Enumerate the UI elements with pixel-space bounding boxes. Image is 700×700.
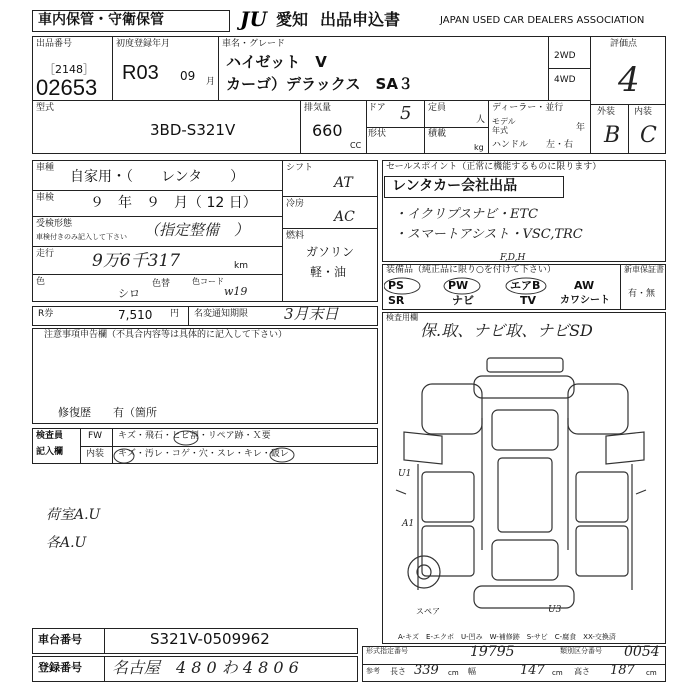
displacement-label: 排気量 bbox=[304, 103, 332, 113]
equip-sr: SR bbox=[388, 294, 405, 307]
selling-headline: レンタカー会社出品 bbox=[392, 178, 518, 194]
equipment-note: F,D,H bbox=[500, 253, 526, 263]
interior-items: キズ・汚レ・コゲ・穴・スレ・キレ・破レ bbox=[118, 449, 289, 459]
equip-airbag: エアB bbox=[510, 279, 541, 292]
month-unit: 月 bbox=[206, 77, 216, 87]
grade-score: 4 bbox=[618, 60, 640, 100]
mileage-value: 9万6千317 bbox=[92, 251, 181, 271]
registration-month: 09 bbox=[180, 69, 196, 83]
usage-label: 車種 bbox=[36, 163, 55, 173]
ref-label: 参考 bbox=[366, 667, 380, 675]
plate-value: 名古屋 4 8 0 わ 4 8 0 6 bbox=[112, 658, 299, 677]
spare-label: スペア bbox=[416, 607, 440, 616]
fuel-label: 燃料 bbox=[286, 231, 305, 241]
damage-legend: A-キズ E-エクボ U-凹み W-補修跡 S-サビ C-腐食 XX-交換済 bbox=[398, 633, 616, 641]
fw-label: FW bbox=[88, 431, 103, 441]
damage-mark-u3: U3 bbox=[548, 605, 562, 615]
displacement-value: 660 bbox=[312, 121, 343, 140]
equipment-circles bbox=[384, 274, 584, 296]
fuel-diesel: 軽・油 bbox=[310, 265, 347, 279]
inspector-marks bbox=[110, 428, 378, 464]
plate-label: 登録番号 bbox=[38, 661, 82, 674]
accept-value: （指定整備 ） bbox=[144, 221, 250, 239]
load-unit: kg bbox=[474, 143, 484, 152]
listing-number: 02653 bbox=[36, 75, 98, 100]
interior-inspect-label: 内装 bbox=[86, 449, 105, 459]
damage-mark-u1: U1 bbox=[398, 469, 412, 479]
length-label: 長さ bbox=[390, 667, 406, 676]
listing-sub-number: ［2148］ bbox=[44, 63, 94, 76]
recycle-value: 7,510 bbox=[118, 308, 153, 322]
model-value: 3BD-S321V bbox=[150, 121, 236, 139]
mileage-label: 走行 bbox=[36, 249, 55, 259]
drive-4wd: 4WD bbox=[554, 75, 576, 85]
equip-leather: カワシート bbox=[560, 295, 610, 306]
brand-name: 愛知 bbox=[276, 10, 309, 29]
type-number-label: 形式指定番号 bbox=[366, 647, 408, 655]
shift-value: AT bbox=[334, 175, 353, 191]
mileage-unit: km bbox=[234, 261, 248, 271]
color-value: シロ bbox=[118, 287, 140, 300]
association-name: JAPAN USED CAR DEALERS ASSOCIATION bbox=[440, 15, 645, 26]
name-change-label: 名変通知期限 bbox=[194, 309, 249, 319]
model-label: 型式 bbox=[36, 103, 55, 113]
capacity-unit: 人 bbox=[476, 115, 486, 125]
handle-options: 左・右 bbox=[546, 140, 574, 150]
exterior-label: 外装 bbox=[597, 107, 616, 117]
equipment-label: 装備品（純正品に限り○を付けて下さい） bbox=[386, 265, 556, 275]
door-value: 5 bbox=[400, 103, 412, 124]
width-unit: cm bbox=[552, 669, 563, 677]
interior-label: 内装 bbox=[634, 107, 653, 117]
recycle-label: R券 bbox=[38, 309, 54, 319]
equip-navi: ナビ bbox=[452, 294, 474, 307]
grade-label: 評価点 bbox=[610, 39, 638, 49]
height-label: 高さ bbox=[574, 667, 590, 676]
registration-year: R03 bbox=[122, 62, 159, 84]
width-value: 147 bbox=[520, 663, 545, 678]
class-number-value: 0054 bbox=[624, 644, 660, 660]
damage-mark-a1: A1 bbox=[402, 519, 415, 529]
aircon-label: 冷房 bbox=[286, 199, 305, 209]
warranty-label: 新車保証書 bbox=[624, 265, 664, 274]
storage-label: 車内保管・守衛保管 bbox=[38, 12, 164, 28]
car-name-line1: ハイゼット V bbox=[226, 53, 327, 71]
shift-label: シフト bbox=[286, 163, 314, 173]
equip-aw: AW bbox=[574, 279, 595, 292]
dealer-parallel: ディーラー・並行 bbox=[492, 103, 564, 113]
color-code-label: 色コード bbox=[192, 277, 224, 286]
equip-pw: PW bbox=[448, 279, 469, 292]
usage-value: 自家用・（ レンタ ） bbox=[70, 169, 245, 185]
class-number-label: 類別区分番号 bbox=[560, 647, 602, 655]
inspection-value: ９ 年 ９ 月（ 12 日） bbox=[90, 195, 257, 211]
shape-label: 形状 bbox=[368, 129, 387, 139]
recycle-unit: 円 bbox=[170, 309, 180, 319]
selling-line2: ・スマートアシスト・VSC,TRC bbox=[394, 227, 583, 242]
type-number-value: 19795 bbox=[470, 644, 515, 660]
exterior-grade: B bbox=[604, 123, 621, 148]
chassis-label: 車台番号 bbox=[38, 633, 82, 646]
car-damage-diagram bbox=[382, 340, 666, 620]
interior-grade: C bbox=[640, 123, 657, 148]
load-label: 積載 bbox=[428, 129, 447, 139]
color-change-label: 色替 bbox=[152, 279, 171, 289]
name-change-value: 3月末日 bbox=[284, 305, 339, 323]
car-name-line2: カーゴ）デラックス SA３ bbox=[226, 75, 413, 93]
length-value: 339 bbox=[414, 663, 439, 678]
color-label: 色 bbox=[36, 277, 46, 287]
selling-label: セールスポイント（正常に機能するものに限ります） bbox=[386, 162, 602, 172]
selling-line1: ・イクリプスナビ・ETC bbox=[394, 207, 539, 222]
capacity-label: 定員 bbox=[428, 103, 447, 113]
notes-label: 注意事項申告欄（不具合内容等は具体的に記入して下さい） bbox=[44, 330, 288, 340]
repair-history: 修復歴 有（箇所 bbox=[58, 406, 157, 419]
door-label: ドア bbox=[368, 103, 386, 113]
drive-2wd: 2WD bbox=[554, 51, 576, 61]
registration-label: 初度登録年月 bbox=[116, 39, 171, 49]
handle-label: ハンドル bbox=[492, 140, 529, 150]
listing-number-label: 出品番号 bbox=[36, 39, 73, 49]
width-label: 幅 bbox=[468, 667, 476, 676]
fw-items: キズ・飛石・ヒビ割・リペア跡・Ｘ要 bbox=[118, 431, 271, 441]
chassis-value: S321V-0509962 bbox=[150, 630, 270, 648]
model-year-label2: 年式 bbox=[492, 126, 508, 135]
height-unit: cm bbox=[646, 669, 657, 677]
equip-tv: TV bbox=[520, 294, 537, 307]
equip-ps: PS bbox=[388, 279, 404, 292]
extras-value: 保.取、ナビ取、ナビSD bbox=[420, 321, 593, 340]
handwritten-line2: 各A.U bbox=[46, 535, 87, 551]
extras-label: 検査用欄 bbox=[386, 313, 418, 322]
inspection-label: 車検 bbox=[36, 193, 55, 203]
cc-unit: CC bbox=[350, 141, 362, 150]
color-code: w19 bbox=[224, 285, 248, 298]
form-title: 出品申込書 bbox=[320, 10, 401, 29]
accept-note: 車検付きのみ記入して下さい bbox=[36, 233, 127, 241]
fuel-gasoline: ガソリン bbox=[306, 245, 355, 259]
inspector-label2: 記入欄 bbox=[36, 447, 64, 457]
model-year-label1: モデル bbox=[492, 117, 516, 126]
aircon-value: AC bbox=[334, 209, 355, 225]
ju-logo: JU bbox=[240, 7, 267, 31]
height-value: 187 bbox=[610, 663, 635, 678]
length-unit: cm bbox=[448, 669, 459, 677]
model-year-unit: 年 bbox=[576, 123, 586, 133]
inspector-label1: 検査員 bbox=[36, 431, 64, 441]
warranty-options: 有・無 bbox=[628, 289, 656, 299]
handwritten-line1: 荷室A.U bbox=[46, 507, 101, 523]
car-name-label: 車名・グレード bbox=[222, 39, 286, 49]
accept-label: 受検形態 bbox=[36, 219, 73, 229]
